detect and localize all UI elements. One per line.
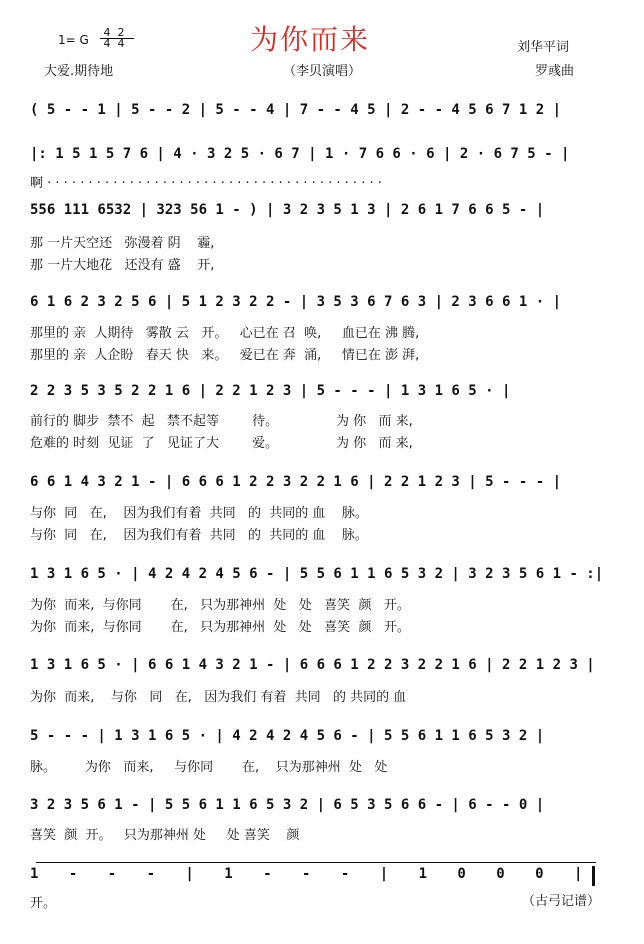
composer-credit: 罗彧曲	[535, 64, 575, 79]
tie-arc	[36, 862, 596, 863]
notation-row-10: 3 2 3 5 6 1 - | 5 5 6 1 1 6 5 3 2 | 6 5 3 5 6 6 - | 6 - - 0 |	[30, 797, 545, 813]
lyric-row-5-verse-1: 前行的 脚步 禁不 起 禁不起等 待。 为 你 而 来,	[30, 414, 413, 429]
lyric-row-7-verse-1: 为你 而来, 与你同 在, 只为那神州 处 处 喜笑 颜 开。	[30, 598, 410, 613]
lyric-row-6-verse-2: 与你 同 在, 因为我们有着 共同 的 共同的 血 脉。	[30, 528, 368, 543]
time-sig-bottom-2: 4	[117, 37, 125, 50]
notation-row-5: 2 2 3 5 3 5 2 2 1 6 | 2 2 1 2 3 | 5 - - - | 1 3 1 6 5 · |	[30, 383, 511, 399]
notation-row-8: 1 3 1 6 5 · | 6 6 1 4 3 2 1 - | 6 6 6 1 2 2 3 2 2 1 6 | 2 2 1 2 3 |	[30, 657, 595, 673]
notation-row-4: 6 1 6 2 3 2 5 6 | 5 1 2 3 2 2 - | 3 5 3 6 7 6 3 | 2 3 6 6 1 · |	[30, 294, 562, 310]
song-title: 为你而来	[249, 23, 370, 56]
lyric-row-11: 开。	[30, 896, 57, 911]
time-sig-top-1: 4	[103, 26, 111, 39]
notation-row-2: |: 1 5 1 5 7 6 | 4 · 3 2 5 · 6 7 | 1 · 7 6 6 · 6 | 2 · 6 7 5 - |	[30, 146, 570, 162]
transcriber-credit: （古弓记谱）	[521, 894, 600, 909]
key-signature: 1= G	[58, 33, 89, 47]
time-signature	[100, 28, 134, 49]
lyric-row-3-verse-2: 那 一片大地花 还没有 盛 开,	[30, 258, 215, 273]
notation-row-11: 1 - - - | 1 - - - | 1 0 0 0 |	[30, 866, 583, 882]
notation-row-9: 5 - - - | 1 3 1 6 5 · | 4 2 4 2 4 5 6 - | 5 5 6 1 1 6 5 3 2 |	[30, 728, 545, 744]
lyric-row-6-verse-1: 与你 同 在, 因为我们有着 共同 的 共同的 血 脉。	[30, 506, 368, 521]
mood-marking: 大爱.期待地	[44, 64, 114, 79]
notation-row-3: 556 111 6532 | 323 56 1 - ) | 3 2 3 5 1 3 | 2 6 1 7 6 6 5 - |	[30, 202, 545, 218]
notation-row-6: 6 6 1 4 3 2 1 - | 6 6 6 1 2 2 3 2 2 1 6 | 2 2 1 2 3 | 5 - - - |	[30, 474, 562, 490]
notation-row-1: ( 5 - - 1 | 5 - - 2 | 5 - - 4 | 7 - - 4 5 | 2 - - 4 5 6 7 1 2 |	[30, 102, 562, 118]
lyric-row-3-verse-1: 那 一片天空还 弥漫着 阴 霾,	[30, 236, 215, 251]
lyric-row-5-verse-2: 危难的 时刻 见证 了 见证了大 爱。 为 你 而 来,	[30, 436, 413, 451]
lyric-row-2-verse-1: 啊 · · · · · · · · · · · · · · · · · · · · · · · · · · · · · · · · · · · · · · · · ·	[30, 176, 382, 191]
time-sig-bottom-1: 4	[103, 37, 111, 50]
lyric-row-10: 喜笑 颜 开。 只为那神州 处 处 喜笑 颜	[30, 828, 300, 843]
singer-credit: （李贝演唱）	[282, 64, 361, 79]
lyric-row-7-verse-2: 为你 而来, 与你同 在, 只为那神州 处 处 喜笑 颜 开。	[30, 620, 410, 635]
lyric-row-8: 为你 而来, 与你 同 在, 因为我们 有着 共同 的 共同的 血	[30, 690, 407, 705]
lyricist-credit: 刘华平词	[517, 40, 570, 55]
time-sig-top-2: 2	[117, 26, 125, 39]
notation-row-7: 1 3 1 6 5 · | 4 2 4 2 4 5 6 - | 5 5 6 1 1 6 5 3 2 | 3 2 3 5 6 1 - :|	[30, 566, 604, 582]
lyric-row-4-verse-1: 那里的 亲 人期待 雾散 云 开。 心已在 召 唤, 血已在 沸 腾,	[30, 326, 420, 341]
lyric-row-9: 脉。 为你 而来, 与你同 在, 只为那神州 处 处	[30, 760, 388, 775]
lyric-row-4-verse-2: 那里的 亲 人企盼 春天 快 来。 爱已在 奔 涌, 情已在 澎 湃,	[30, 348, 420, 363]
final-barline	[592, 866, 595, 886]
